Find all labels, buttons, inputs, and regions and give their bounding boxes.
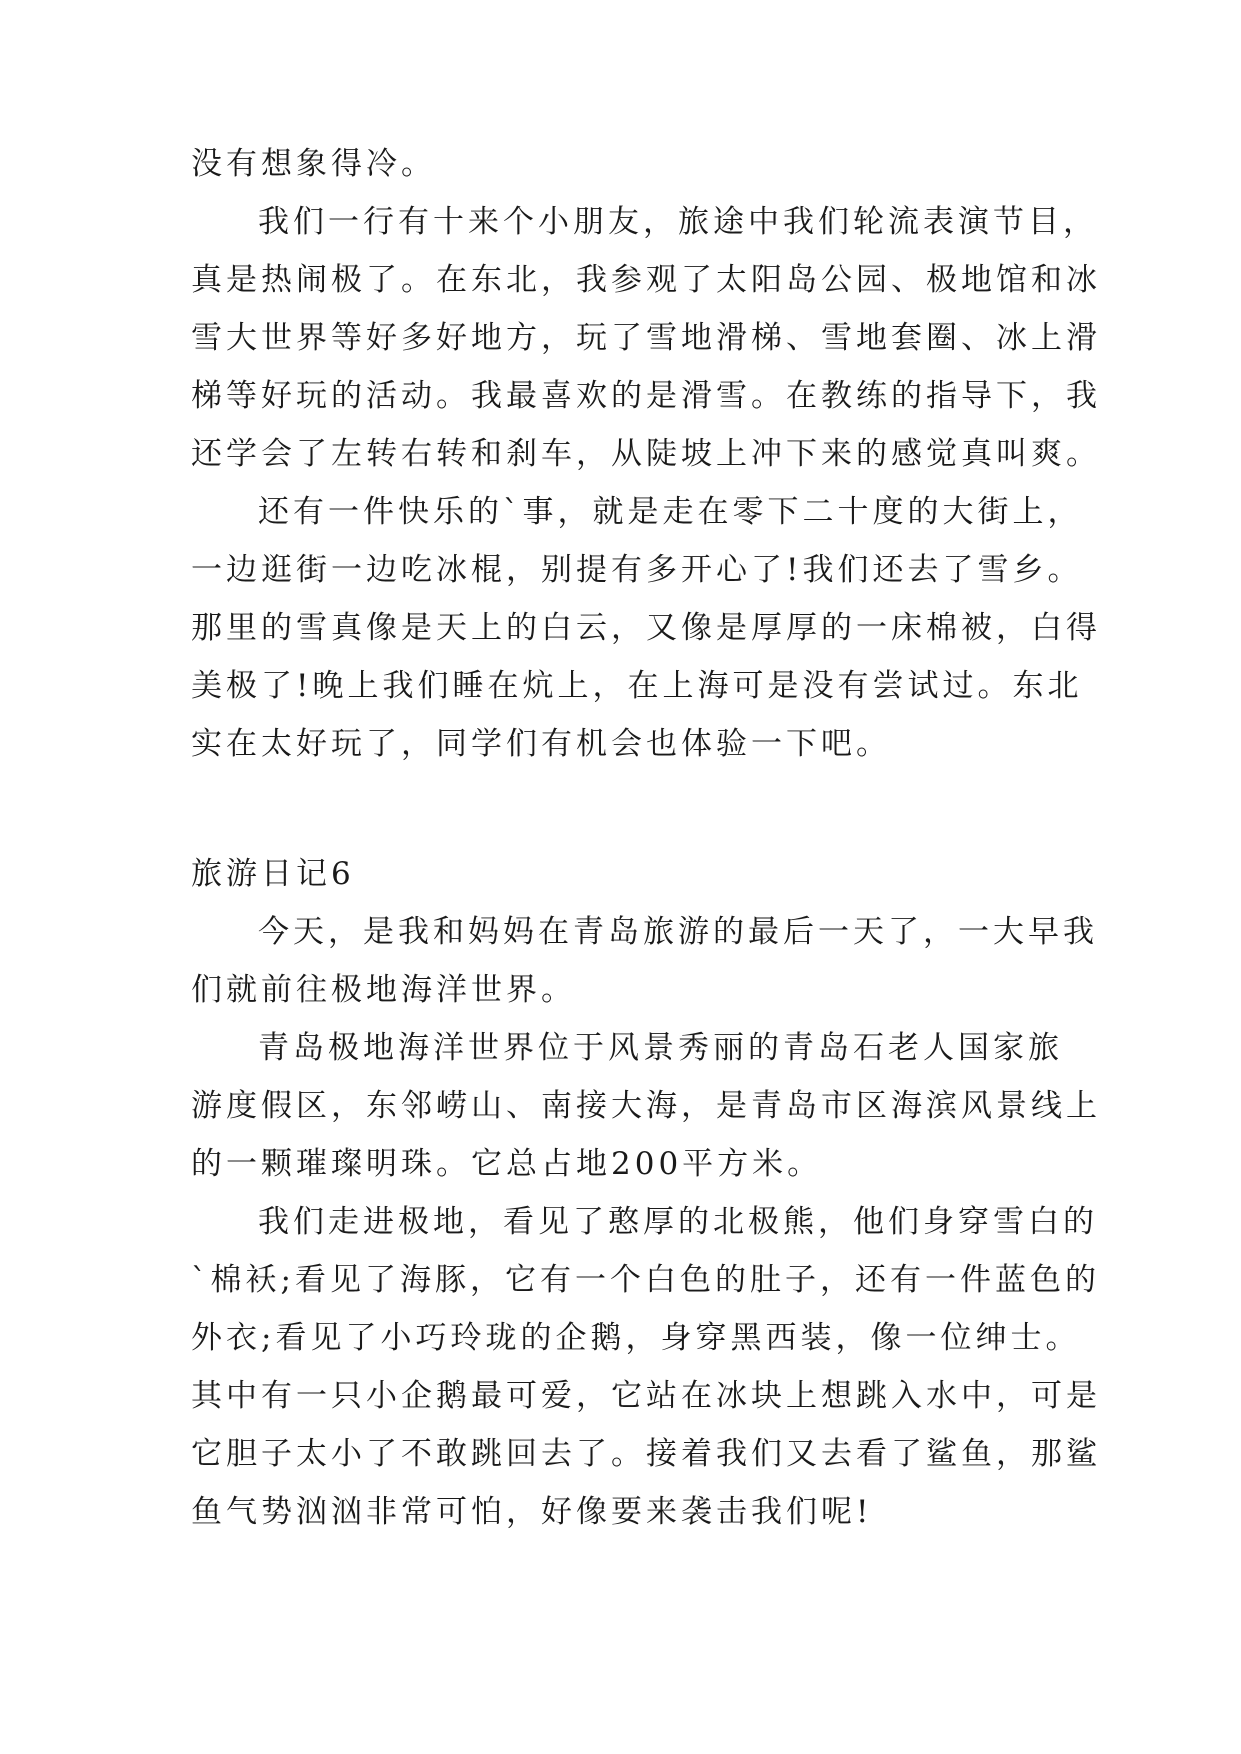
paragraph-start-line: 还有一件快乐的`事，就是走在零下二十度的大街上， xyxy=(258,494,1083,530)
text-line: 还学会了左转右转和刹车，从陡坡上冲下来的感觉真叫爽。 xyxy=(191,436,1101,472)
paragraph-start-line: 青岛极地海洋世界位于风景秀丽的青岛石老人国家旅 xyxy=(258,1030,1063,1066)
section-heading: 旅游日记6 xyxy=(191,856,355,892)
text-line: 美极了!晚上我们睡在炕上，在上海可是没有尝试过。东北 xyxy=(191,668,1083,704)
text-line: 游度假区，东邻崂山、南接大海，是青岛市区海滨风景线上 xyxy=(191,1088,1101,1124)
text-line: 梯等好玩的活动。我最喜欢的是滑雪。在教练的指导下，我 xyxy=(191,378,1101,414)
text-line: 外衣;看见了小巧玲珑的企鹅，身穿黑西装，像一位绅士。 xyxy=(191,1320,1081,1356)
text-line: 们就前往极地海洋世界。 xyxy=(191,972,576,1008)
text-line: 没有想象得冷。 xyxy=(191,146,436,182)
text-line: 它胆子太小了不敢跳回去了。接着我们又去看了鲨鱼，那鲨 xyxy=(191,1436,1101,1472)
text-line: `棉袄;看见了海豚，它有一个白色的肚子，还有一件蓝色的 xyxy=(191,1262,1100,1298)
paragraph-start-line: 我们一行有十来个小朋友，旅途中我们轮流表演节目， xyxy=(258,204,1098,240)
text-line: 一边逛街一边吃冰棍，别提有多开心了!我们还去了雪乡。 xyxy=(191,552,1083,588)
paragraph-start-line: 今天，是我和妈妈在青岛旅游的最后一天了，一大早我 xyxy=(258,914,1098,950)
text-line: 雪大世界等好多好地方，玩了雪地滑梯、雪地套圈、冰上滑 xyxy=(191,320,1101,356)
text-line: 实在太好玩了，同学们有机会也体验一下吧。 xyxy=(191,726,891,762)
text-line: 鱼气势汹汹非常可怕，好像要来袭击我们呢! xyxy=(191,1494,873,1530)
text-line: 其中有一只小企鹅最可爱，它站在冰块上想跳入水中，可是 xyxy=(191,1378,1101,1414)
paragraph-start-line: 我们走进极地，看见了憨厚的北极熊，他们身穿雪白的 xyxy=(258,1204,1098,1240)
text-line: 那里的雪真像是天上的白云，又像是厚厚的一床棉被，白得 xyxy=(191,610,1101,646)
text-line: 真是热闹极了。在东北，我参观了太阳岛公园、极地馆和冰 xyxy=(191,262,1101,298)
text-line: 的一颗璀璨明珠。它总占地200平方米。 xyxy=(191,1146,823,1182)
